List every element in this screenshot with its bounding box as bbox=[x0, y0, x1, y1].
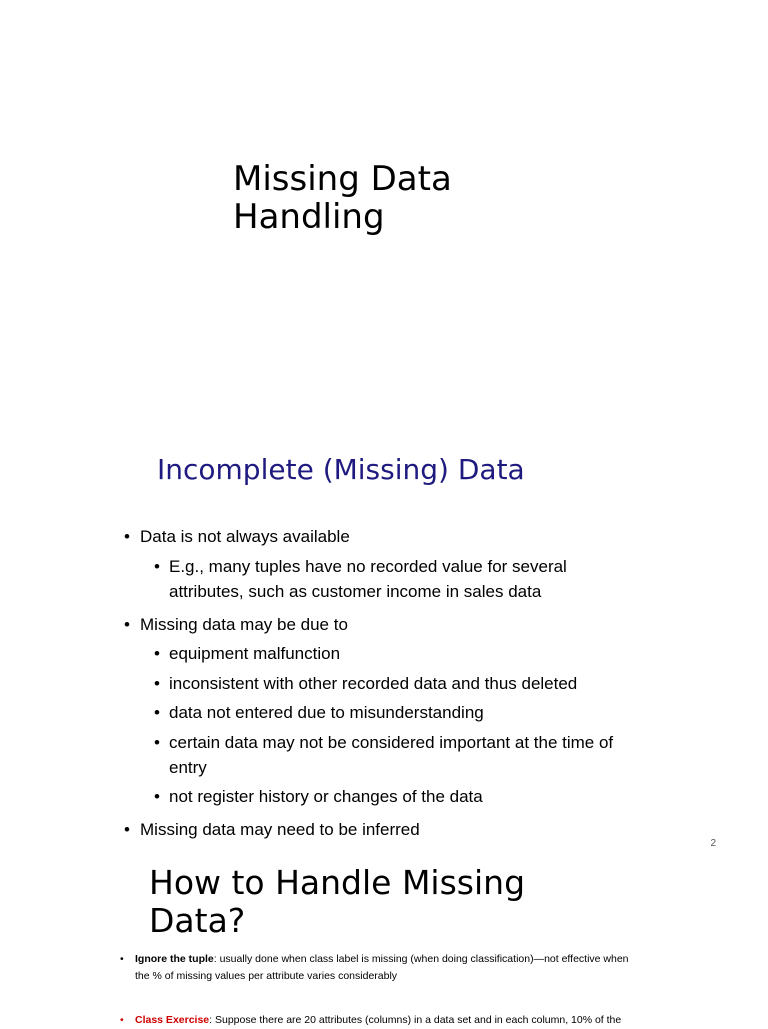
slide1-title-line1: Missing Data bbox=[233, 159, 452, 199]
slide3-title-line1: How to Handle Missing bbox=[149, 863, 526, 902]
bullet-missing-causes: • Missing data may be due to bbox=[124, 612, 644, 637]
page-number: 2 bbox=[710, 838, 716, 849]
item-class-exercise bbox=[120, 1012, 645, 1029]
item-class-exercise-label: Class Exercise bbox=[135, 1014, 210, 1026]
slide1-title-line2: Handling bbox=[233, 197, 385, 237]
item-ignore-tuple-text: : usually done when class label is missing (when doing classification)—not effective when the % of missing values per attribute varies considerably bbox=[135, 953, 629, 982]
sub-bullet-inconsistent: • inconsistent with other recorded data and thus deleted bbox=[124, 671, 644, 696]
slide3-title-line2: Data? bbox=[149, 901, 246, 940]
bullet-inferred: • Missing data may need to be inferred bbox=[124, 817, 644, 842]
sub-bullet-not-important: • certain data may not be considered important at the time of entry bbox=[124, 730, 644, 780]
slide2-title: Incomplete (Missing) Data bbox=[157, 453, 525, 486]
sub-bullet-example: • E.g., many tuples have no recorded value for several attributes, such as customer income in sales data bbox=[124, 554, 644, 604]
sub-bullet-misunderstanding: • data not entered due to misunderstanding bbox=[124, 700, 644, 725]
slide3-title bbox=[149, 864, 709, 940]
bullet-data-availability: • Data is not always available bbox=[124, 524, 644, 549]
item-class-exercise-text: : Suppose there are 20 attributes (columns) in a data set and in each column, 10% of the bbox=[209, 1014, 622, 1026]
item-ignore-tuple-label: Ignore the tuple bbox=[135, 953, 214, 965]
item-ignore-tuple bbox=[120, 951, 645, 985]
sub-bullet-equipment: • equipment malfunction bbox=[124, 641, 644, 666]
slide1-title bbox=[233, 160, 653, 236]
sub-bullet-history: • not register history or changes of the data bbox=[124, 784, 644, 809]
slide2-bullet-list bbox=[124, 524, 644, 842]
